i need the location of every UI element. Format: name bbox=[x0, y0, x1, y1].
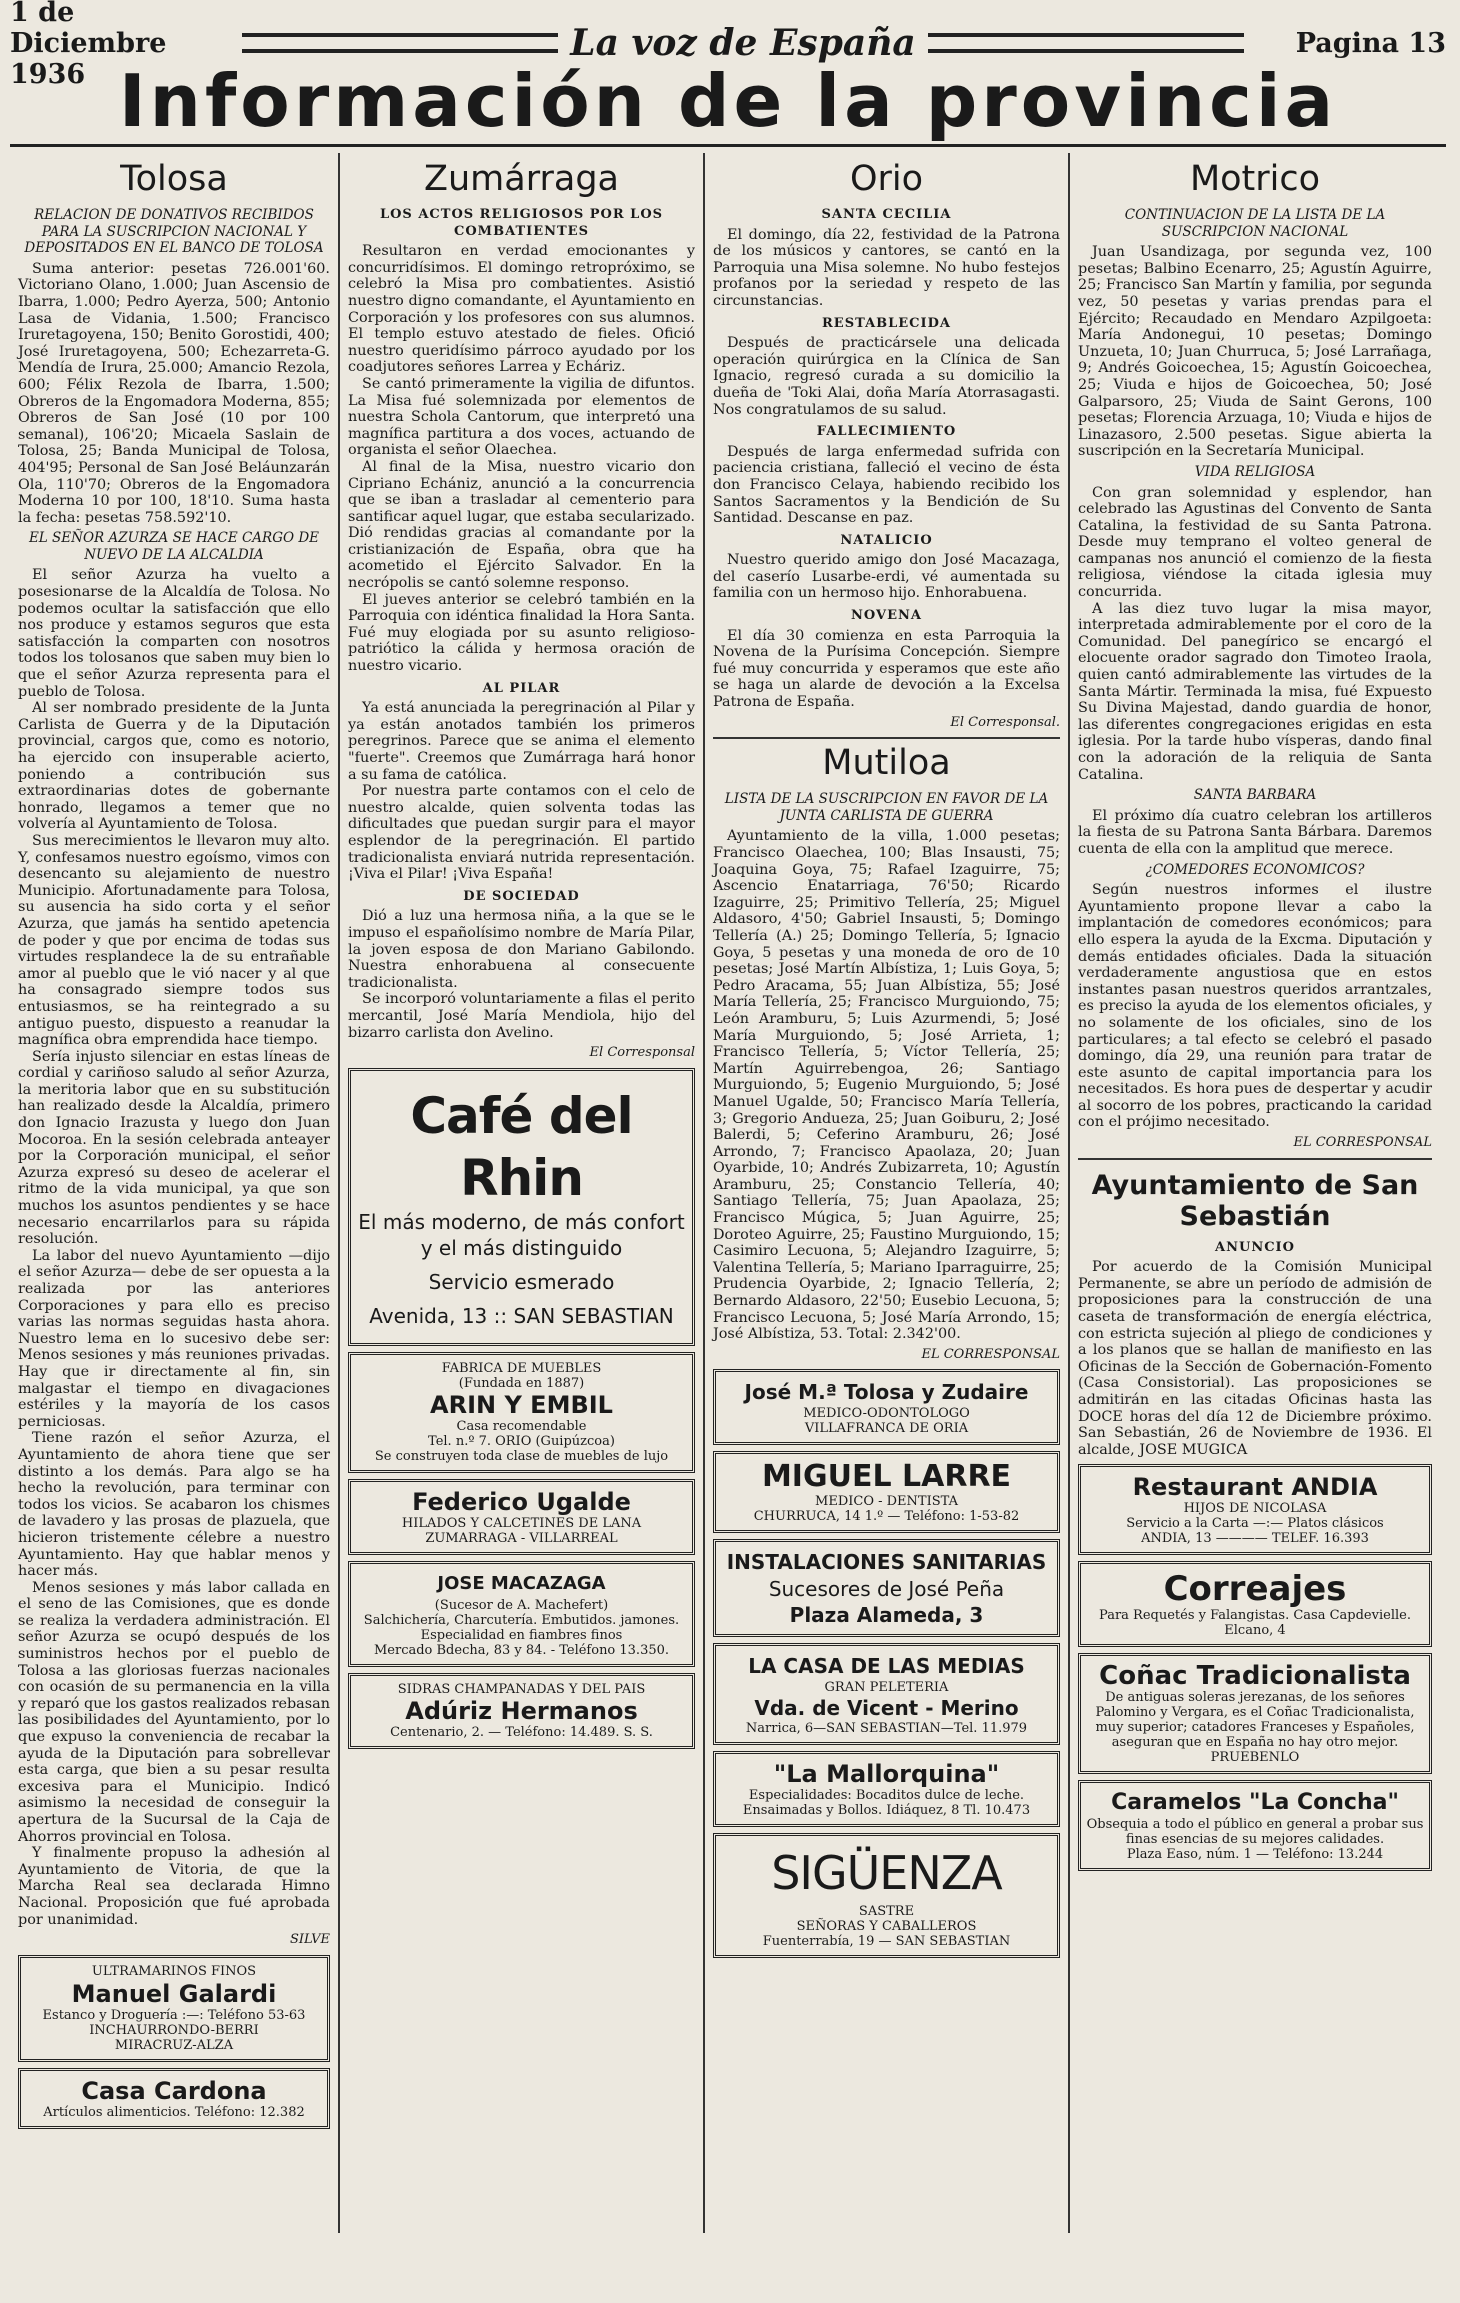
article-signature: El Corresponsal. bbox=[950, 714, 1060, 730]
municipal-notice bbox=[1078, 1158, 1432, 1459]
notice-paragraph: Por acuerdo de la Comisión Municipal Permanente, se abre un período de admisión de proposiciones para la construcción de una caseta de transformación de energía eléctrica, con estricta sujeción al pliego de condiciones y a los planos que se hallan de manifiesto en las Oficinas de la Sección de Gobernación-Fomento (Casa Consistorial). Las proposiciones se admitirán en las citadas Oficinas hasta las DOCE horas del día 12 de Diciembre próximo. San Sebastián, 26 de Noviembre de 1936. El alcalde, JOSE MUGICA bbox=[1078, 1259, 1432, 1458]
ad-aduriz-hermanos bbox=[348, 1673, 695, 1749]
ad-line: CHURRUCA, 14 1.º — Teléfono: 1-53-82 bbox=[753, 1509, 1020, 1525]
ad-line: Plaza Alameda, 3 bbox=[789, 1603, 984, 1628]
ad-title: José M.ª Tolosa y Zudaire bbox=[744, 1380, 1029, 1405]
column-motrico bbox=[1070, 153, 1440, 2233]
article-lead: RELACION DE DONATIVOS RECIBIDOS PARA LA SUSCRIPCION NACIONAL Y DEPOSITADOS EN EL BANCO DE TOLOSA bbox=[24, 207, 324, 257]
ad-caramelos-la-concha bbox=[1078, 1780, 1432, 1871]
ad-line: Plaza Easo, núm. 1 — Teléfono: 13.244 bbox=[1126, 1847, 1384, 1863]
newspaper-logo: La voz de España bbox=[570, 22, 916, 64]
article-lead: SANTA BARBARA bbox=[1193, 787, 1317, 804]
ad-title: "La Mallorquina" bbox=[773, 1760, 1000, 1789]
notice-subhead: ANUNCIO bbox=[1215, 1239, 1295, 1255]
ad-line: El más moderno, de más confort y el más distinguido bbox=[358, 1209, 685, 1260]
ad-line: HILADOS Y CALCETINES DE LANA bbox=[401, 1515, 642, 1531]
ad-title: Café del Rhin bbox=[410, 1086, 633, 1207]
article-paragraph: Ayuntamiento de la villa, 1.000 pesetas; Francisco Olaechea, 100; Blas Insausti, 75; Joaquina Goya, 75; Rafael Izaguirre, 75; Ascencio Enatarriaga, 76'50; Ricardo Izaguirre, 25; Primitivo Tellería, 25; Miguel Aldasoro, 4'50; Gabriel Insausti, 5; Domingo Tellería (A.) 25; Domingo Tellería, 5; Ignacio Goya, 5 pesetas y una moneda de oro de 10 pesetas; José Martín Albístiza, 1; Luis Goya, 5; Pedro Aracama, 55; Juan Albístiza, 55; José María Tellería, 25; Francisco Murguiondo, 75; León Aramburu, 5; Luis Azurmendi, 5; José María Murguiondo, 5; José Arrieta, 1; Francisco Tellería, 5; Víctor Tellería, 25; Martín Aguirrebengoa, 26; Santiago Murguiondo, 5; Eugenio Murguiondo, 5; José Manuel Ugalde, 50; Francisco María Tellería, 3; Gregorio Andueza, 25; Juan Goiburu, 2; José Balerdi, 5; Ceferino Aramburu, 26; José Arrondo, 7; Francisco Apaolaza, 20; Juan Oyarbide, 10; Andrés Zubizarreta, 10; Agustín Aramburu, 25; Constancio Tellería, 40; Santiago Tellería, 75; Juan Apaolaza, 25; Francisco Múgica, 5; Juan Aguirre, 25; Doroteo Aguirre, 25; Faustino Murguiondo, 15; Casimiro Lecuona, 5; Alejandro Izaguirre, 5; Valentina Tellería, 5; Mariano Iparraguirre, 25; Prudencia Oyarbide, 2; Ignacio Tellería, 2; Bernardo Aldasoro, 22'50; Eusebio Lecuona, 5; Francisco Lecuona, 5; José María Arrondo, 15; José Albístiza, 53. Total: 2.342'00. bbox=[713, 828, 1060, 1343]
ad-line: Narrica, 6—SAN SEBASTIAN—Tel. 11.979 bbox=[745, 1721, 1028, 1737]
ad-jose-macazaga bbox=[348, 1561, 695, 1667]
ad-line: Artículos alimenticios. Teléfono: 12.382 bbox=[43, 2105, 305, 2121]
ad-line: SIDRAS CHAMPANADAS Y DEL PAIS bbox=[397, 1681, 646, 1697]
ad-line: Fuenterrabía, 19 — SAN SEBASTIAN bbox=[762, 1934, 1011, 1950]
ad-line: SASTRE bbox=[858, 1904, 915, 1920]
ad-line: ZUMARRAGA - VILLARREAL bbox=[425, 1530, 618, 1546]
ad-line: Servicio esmerado bbox=[428, 1269, 615, 1294]
article-paragraph: El jueves anterior se celebró también en la Parroquia con idéntica finalidad la Hora Santa. Fué muy elogiada por su asunto religioso-patriótico la cálida y hermosa oración de nuestro vicario. bbox=[348, 591, 695, 675]
article-lead: EL SEÑOR AZURZA SE HACE CARGO DE NUEVO DE LA ALCALDIA bbox=[28, 530, 320, 563]
article-paragraph: Al final de la Misa, nuestro vicario don Cipriano Echániz, anunció a la concurrencia que se iban a trasladar al cementerio para santificar aquel lugar, que estaba secularizado. Dió rendidas gracias al comandante por la cristianización de España, obra que ha acometido el Ejército Salvador. En la necrópolis se cantó solemne responso. bbox=[348, 458, 695, 592]
article-subhead: NOVENA bbox=[851, 608, 922, 624]
ad-line: De antiguas soleras jerezanas, de los señores Palomino y Vergara, es el Coñac Tradicionalista, muy superior; catadores Franceses y Españoles, aseguran que en España no hay otro mejor. bbox=[1095, 1690, 1415, 1751]
article-subhead: AL PILAR bbox=[482, 680, 561, 696]
article-subhead: NATALICIO bbox=[840, 532, 933, 548]
article-paragraph: El señor Azurza ha vuelto a posesionarse de la Alcaldía de Tolosa. No podemos ocultar la satisfacción que ello nos produce y estamos seguros que esta satisfacción la comparten con nosotros todos los tolosanos que saben muy bien lo que el señor Azurza representa para el pueblo de Tolosa. bbox=[18, 567, 330, 700]
column-orio bbox=[705, 153, 1070, 2233]
ad-line: HIJOS DE NICOLASA bbox=[1183, 1501, 1327, 1517]
ad-line: Obsequia a todo el público en general a probar sus finas esencias de su mejores calidades. bbox=[1086, 1817, 1424, 1848]
article-paragraph: Y finalmente propuso la adhesión al Ayuntamiento de Vitoria, de que la Marcha Real sea declarada Himno Nacional. Proposición que fué aprobada por unanimidad. bbox=[18, 1845, 330, 1928]
ad-line: Vda. de Vicent - Merino bbox=[754, 1696, 1019, 1721]
ad-line: MIRACRUZ-ALZA bbox=[114, 2038, 234, 2054]
ad-line: Salchichería, Charcutería. Embutidos. jamones. Especialidad en fiambres finos bbox=[363, 1612, 680, 1643]
page-number: Pagina 13 bbox=[1295, 27, 1446, 59]
article-paragraph: A las diez tuvo lugar la misa mayor, interpretada admirablemente por el coro de la Comunidad. Del panegírico se encargó el elocuente orador sagrado don Timoteo Iraola, quien cantó admirablemente las virtudes de la Santa Mártir. Terminada la misa, fué Expuesto Su Divina Majestad, dando guardia de honor, las diferentes congregaciones erigidas en esta iglesia. Por la tarde hubo vísperas, dando final con la adoración de la reliquia de Santa Catalina. bbox=[1078, 600, 1432, 783]
article-paragraph: La labor del nuevo Ayuntamiento —dijo el señor Azurza— debe de ser opuesta a la realizada por las anteriores Corporaciones y para ello es preciso varias las normas seguidas hasta ahora. Nuestro lema en lo sucesivo debe ser: Menos sesiones y más reuniones privadas. Hay que ir directamente al fin, sin malgastar el tiempo en divagaciones estériles y la mayoría de los casos perniciosas. bbox=[18, 1247, 330, 1430]
ad-line: SEÑORAS Y CABALLEROS bbox=[796, 1919, 977, 1935]
ad-title: Manuel Galardi bbox=[71, 1980, 277, 2009]
ad-title: Federico Ugalde bbox=[412, 1487, 631, 1516]
ad-title: Restaurant ANDIA bbox=[1132, 1473, 1378, 1502]
article-paragraph: Después de practicársele una delicada operación quirúrgica en la Clínica de San Ignacio, regresó curada a su domicilio la dueña de 'Toki Alai, doña María Atorrasagasti. Nos congratulamos de su salud. bbox=[713, 335, 1060, 418]
article-signature: SILVE bbox=[289, 1932, 330, 1948]
ad-casa-cardona bbox=[18, 2068, 330, 2129]
article-paragraph: Ya está anunciada la peregrinación al Pilar y ya están anotados también los primeros peregrinos. Parece que se anima el elemento "fuerte". Creemos que Zumárraga hará honor a su fama de católica. bbox=[348, 700, 695, 783]
article-subhead: DE SOCIEDAD bbox=[463, 888, 580, 904]
article-paragraph: Con gran solemnidad y esplendor, han celebrado las Agustinas del Convento de Santa Catalina, la festividad de su Santa Patrona. Desde muy temprano el volteo general de campanas nos anunció el comienzo de la fiesta religiosa, viéndose la citada iglesia muy concurrida. bbox=[1078, 484, 1432, 601]
article-lead: LISTA DE LA SUSCRIPCION EN FAVOR DE LA JUNTA CARLISTA DE GUERRA bbox=[724, 791, 1049, 824]
article-paragraph: Se cantó primeramente la vigilia de difuntos. La Misa fué solemnizada por elementos de nuestra Schola Cantorum, que interpretó una magnífica partitura a dos voces, actuando de organista el señor Olaechea. bbox=[348, 375, 695, 459]
article-subhead: FALLECIMIENTO bbox=[816, 424, 957, 440]
ad-restaurant-andia bbox=[1078, 1464, 1432, 1555]
ad-title: Coñac Tradicionalista bbox=[1099, 1661, 1411, 1692]
article-paragraph: Al ser nombrado presidente de la Junta Carlista de Guerra y de la Diputación provincial, cargos que, como es notorio, ha ejercido con insuperable acierto, poniendo a contribución sus extraordinarias dotes de gobernante honrado, llegamos a temer que no volvería al Ayuntamiento de Tolosa. bbox=[18, 700, 330, 833]
article-lead: CONTINUACION DE LA LISTA DE LA SUSCRIPCION NACIONAL bbox=[1124, 207, 1386, 240]
article-paragraph: Menos sesiones y más labor callada en el seno de las Comisiones, que es donde se realiza la verdadera administración. El señor Azurza se ocupó después de los suministros hechos por el pueblo de Tolosa a las gloriosas fuerzas nacionales con ocasión de su permanencia en la villa y reparó que los gastos realizados rebasan las posibilidades del Ayuntamiento, por lo que expuso la conveniencia de recabar la ayuda de la Diputación para sobrellevar esta carga, que bien a su pesar resulta excesiva para el Municipio. Indicó asimismo la necesidad de conseguir la apertura de la Sucursal de la Caja de Ahorros provincial en Tolosa. bbox=[18, 1579, 330, 1845]
ad-line: Tel. n.º 7. ORIO (Guipúzcoa) bbox=[428, 1433, 615, 1449]
ad-conac-tradicionalista bbox=[1078, 1653, 1432, 1774]
ad-title: ARIN Y EMBIL bbox=[430, 1390, 613, 1419]
ad-title: MIGUEL LARRE bbox=[761, 1459, 1012, 1495]
article-paragraph: El domingo, día 22, festividad de la Patrona de los músicos y cantores, se cantó en la Parroquia una Misa solemne. No hubo festejos profanos por la seriedad y respeto de las circunstancias. bbox=[713, 226, 1060, 309]
article-paragraph: Nuestro querido amigo don José Macazaga, del caserío Lusarbe-erdi, vé aumentada su familia con un hermoso hijo. Enhorabuena. bbox=[713, 552, 1060, 602]
ad-jose-tolosa-zudaire bbox=[713, 1369, 1060, 1445]
article-paragraph: Sería injusto silenciar en estas líneas de cordial y cariñoso saludo al señor Azurza, la meritoria labor que en su substitución han realizado desde la Alcaldía, primero don Ignacio Irazusta y luego don Juan Mocoroa. En la sesión celebrada anteayer por la Corporación municipal, el señor Azurza expresó su deseo de acelerar el ritmo de la vida municipal, ya que son muchos los asuntos pendientes y se hace necesario encarrilarlos para su rápida resolución. bbox=[18, 1048, 330, 1248]
article-paragraph: Sus merecimientos le llevaron muy alto. Y, confesamos nuestro egoísmo, vimos con desencanto su alejamiento de nuestro Municipio. Afortunadamente para Tolosa, su ausencia ha sido corta y el señor Azurza, que jamás ha sentido apetencia de poder y que por encima de todas sus virtudes resplandece la de su entrañable amor al pueblo que le vió nacer y al que ha consagrado siempre todos sus entusiasmos, se ha reintegrado a su antiguo puesto, dispuesto a reanudar la magnífica obra emprendida hace tiempo. bbox=[18, 832, 330, 1049]
ad-line: MEDICO - DENTISTA bbox=[815, 1494, 958, 1510]
town-title: Motrico bbox=[1189, 159, 1321, 199]
ad-line: Centenario, 2. — Teléfono: 14.489. S. S. bbox=[390, 1724, 653, 1740]
article-paragraph: Después de larga enfermedad sufrida con paciencia cristiana, falleció el vecino de ésta don Francisco Celaya, habiendo recibido los Santos Sacramentos y la Bendición de Su Santidad. Descanse en paz. bbox=[713, 443, 1060, 527]
ad-line: GRAN PELETERIA bbox=[824, 1680, 949, 1696]
article-paragraph: Se incorporó voluntariamente a filas el perito mercantil, José María Mendiola, hijo del bizarro carlista don Avelino. bbox=[348, 991, 695, 1041]
ad-federico-ugalde bbox=[348, 1479, 695, 1555]
ad-casa-de-las-medias bbox=[713, 1643, 1060, 1745]
ad-title: Casa Cardona bbox=[81, 2077, 267, 2106]
ad-miguel-larre bbox=[713, 1451, 1060, 1533]
ad-line: Servicio a la Carta —:— Platos clásicos bbox=[1126, 1516, 1384, 1532]
ad-cafe-del-rhin bbox=[348, 1068, 695, 1346]
ad-instalaciones-sanitarias bbox=[713, 1539, 1060, 1637]
article-paragraph: Resultaron en verdad emocionantes y concurridísimos. El domingo retropróximo, se celebró la Misa pro combatientes. Asistió nuestro digno comandante, el Ayuntamiento en Corporación y los profesores con sus alumnos. El templo estuvo atestado de fieles. Ofició nuestro queridísimo párroco ayudado por los coadjutores señores Larrea y Echáriz. bbox=[348, 243, 695, 376]
ad-title: Adúriz Hermanos bbox=[405, 1696, 638, 1725]
article-signature: EL CORRESPONSAL bbox=[1293, 1135, 1432, 1151]
ad-title: LA CASA DE LAS MEDIAS bbox=[748, 1654, 1025, 1679]
column-tolosa bbox=[10, 153, 340, 2233]
town-title: Tolosa bbox=[120, 159, 228, 199]
ad-title: JOSE MACAZAGA bbox=[437, 1572, 606, 1594]
section-headline: Información de la provincia bbox=[118, 59, 1338, 143]
article-paragraph: Juan Usandizaga, por segunda vez, 100 pesetas; Balbino Ecenarro, 25; Agustín Aguirre, 25; Francisco San Martín y familia, por segunda vez, 50 pesetas y varias prendas para el Ejército; Recaudado en Mendaro Azpilgoeta: María Andonegui, 10 pesetas; Domingo Unzueta, 10; Juan Churruca, 5; José Larrañaga, 9; Andrés Goicoechea, 15; Agustín Goicoechea, 25; Viuda e hijos de Goicoechea, 50; José Galparsoro, 25; Viuda de Saint Gerons, 100 pesetas; Florencia Arzuaga, 10; Viuda e hijos de Linazasoro, 2.500 pesetas. Sigue abierta la suscripción en la Secretaría Municipal. bbox=[1078, 244, 1432, 460]
ad-title: INSTALACIONES SANITARIAS bbox=[726, 1550, 1047, 1575]
columns bbox=[10, 153, 1446, 2233]
town-title: Zumárraga bbox=[424, 159, 619, 199]
ad-correajes bbox=[1078, 1561, 1432, 1647]
article-subhead: LOS ACTOS RELIGIOSOS POR LOS COMBATIENTES bbox=[379, 207, 664, 239]
ad-la-mallorquina bbox=[713, 1751, 1060, 1827]
article-paragraph: Suma anterior: pesetas 726.001'60. Victoriano Olano, 1.000; Juan Ascensio de Ibarra, 1.000; Pedro Ayerza, 500; Antonio Lasa de Vidania, 1.500; Francisco Iruretagoyena, 150; Benito Gorostidi, 400; José Iruretagoyena, 500; Echezarreta-G. Mendía de Irura, 25.000; Amancio Rezola, 600; Félix Rezola de Ibarra, 1.500; Obreros de la Engomadora Moderna, 855; Obreros de San José (10 por 100 semanal), 106'20; Micaela Saslain de Tolosa, 25; Banda Municipal de Tolosa, 404'95; Personal de San José Beláunzarán Ola, 110'70; Obreros de la Engomadora Moderna 10 por 100, 18'10. Suma hasta la fecha: pesetas 758.592'10. bbox=[18, 260, 330, 526]
article-paragraph: Dió a luz una hermosa niña, a la que se le impuso el españolísimo nombre de María Pilar, la joven esposa de don Mariano Gabilondo. Nuestra enhorabuena al consecuente tradicionalista. bbox=[348, 908, 695, 991]
ad-line: Estanco y Droguería :—: Teléfono 53-63 bbox=[42, 2008, 306, 2024]
ad-arin-y-embil bbox=[348, 1352, 695, 1473]
ad-title: Caramelos "La Concha" bbox=[1111, 1790, 1399, 1816]
article-paragraph: Tiene razón el señor Azurza, el Ayuntamiento de ahora tiene que ser distinto a los demás. Para algo se ha hecho la revolución, para terminar con todos los vicios. Se acabaron los chismes de lavadero y las prosas de plazuela, que hicieron tristemente célebre a nuestro Ayuntamiento. Hay que hablar menos y hacer más. bbox=[18, 1430, 330, 1580]
article-signature: EL CORRESPONSAL bbox=[921, 1346, 1060, 1362]
ad-title: SIGÜENZA bbox=[771, 1846, 1002, 1901]
ad-manuel-galardi bbox=[18, 1955, 330, 2063]
article-signature: El Corresponsal bbox=[589, 1045, 695, 1061]
ad-line: ANDIA, 13 ———— TELEF. 16.393 bbox=[1141, 1531, 1369, 1547]
ad-line: VILLAFRANCA DE ORIA bbox=[804, 1421, 969, 1437]
column-zumarraga bbox=[340, 153, 705, 2233]
ad-line: Avenida, 13 :: SAN SEBASTIAN bbox=[369, 1303, 674, 1328]
ad-line: Especialidades: Bocaditos dulce de leche. Ensaimadas y Bollos. Idiáquez, 8 Tl. 10.473 bbox=[742, 1788, 1031, 1819]
ad-line: (Sucesor de A. Machefert) bbox=[434, 1597, 609, 1613]
ad-siguenza bbox=[713, 1833, 1060, 1958]
notice-title: Ayuntamiento de San Sebastián bbox=[1091, 1169, 1419, 1232]
headline-rule bbox=[10, 144, 1446, 147]
article-paragraph: Según nuestros informes el ilustre Ayuntamiento propone llevar a cabo la implantación de comedores económicos; para ello espera la ayuda de la Excma. Diputación y demás entidades oficiales. Dada la situación verdaderamente angustiosa que en estos instantes pasan nuestros queridos arrantzales, es preciso la ayuda de los elementos oficiales, y no solamente de los oficiales, sino de los particulares; a tal efecto se celebró el pasado domingo, día 29, una reunión para tratar de este asunto de capital importancia para los necesitados. Es hora pues de despertar y acudir al socorro de los pobres, practicando la caridad con el prójimo necesitado. bbox=[1078, 882, 1432, 1131]
ad-line: PRUEBENLO bbox=[1210, 1750, 1300, 1766]
ad-line: Mercado Bdecha, 83 y 84. - Teléfono 13.350. bbox=[373, 1642, 670, 1658]
article-subhead: RESTABLECIDA bbox=[822, 315, 951, 331]
ad-line: Sucesores de José Peña bbox=[768, 1577, 1005, 1602]
ad-line: INCHAURRONDO-BERRI bbox=[89, 2023, 259, 2039]
ad-line: Para Requetés y Falangistas. Casa Capdevielle. Elcano, 4 bbox=[1099, 1608, 1411, 1639]
town-title: Orio bbox=[849, 159, 924, 199]
ad-line: FABRICA DE MUEBLES bbox=[441, 1360, 602, 1376]
ad-line: MEDICO-ODONTOLOGO bbox=[803, 1406, 970, 1422]
article-paragraph: El día 30 comienza en esta Parroquia la Novena de la Purísima Concepción. Siempre fué muy concurrida y esperamos que este año se haga un alarde de devoción a la Excelsa Patrona de España. bbox=[713, 627, 1060, 711]
ad-line: ULTRAMARINOS FINOS bbox=[91, 1963, 257, 1979]
masthead-rule-right bbox=[928, 33, 1244, 53]
article-lead: ¿COMEDORES ECONOMICOS? bbox=[1145, 861, 1365, 878]
article-lead: VIDA RELIGIOSA bbox=[1194, 463, 1316, 480]
article-paragraph: El próximo día cuatro celebran los artilleros la fiesta de su Patrona Santa Bárbara. Daremos cuenta de ella con la amplitud que merece. bbox=[1078, 807, 1432, 857]
ad-line: Casa recomendable bbox=[456, 1418, 587, 1434]
article-paragraph: Por nuestra parte contamos con el celo de nuestro alcalde, quien solventa todas las dificultades que puedan surgir para el mayor esplendor de la peregrinación. El partido tradicionalista enviará nutrida representación. ¡Viva el Pilar! ¡Viva España! bbox=[348, 783, 695, 883]
issue-date: 1 de Diciembre 1936 bbox=[10, 0, 167, 90]
article-subhead: SANTA CECILIA bbox=[821, 207, 952, 222]
ad-line: (Fundada en 1887) bbox=[458, 1375, 585, 1391]
masthead-rule-left bbox=[242, 33, 558, 53]
ad-title: Correajes bbox=[1163, 1569, 1347, 1610]
town-title: Mutiloa bbox=[713, 737, 1060, 783]
ad-line: Se construyen toda clase de muebles de lujo bbox=[374, 1448, 669, 1464]
